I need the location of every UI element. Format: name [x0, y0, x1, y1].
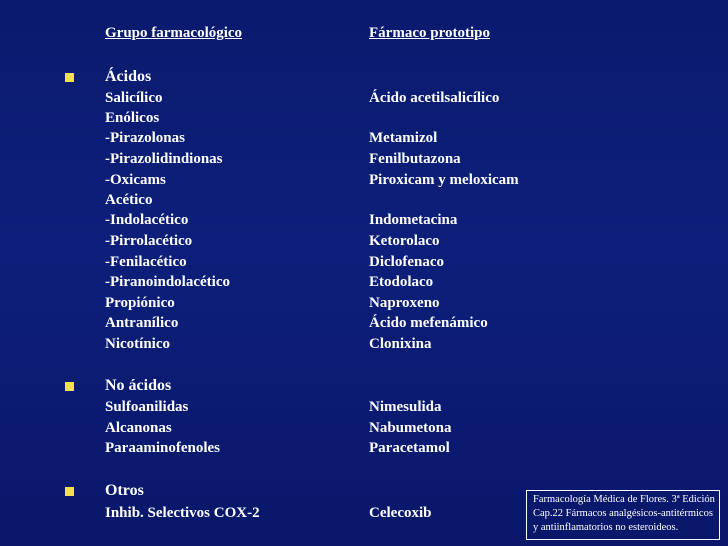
group-cell: Propiónico [105, 295, 175, 311]
drug-cell: Piroxicam y meloxicam [369, 172, 519, 188]
header-group: Grupo farmacológico [105, 25, 243, 41]
group-cell: Inhib. Selectivos COX-2 [105, 505, 260, 521]
bullet-icon [65, 73, 74, 82]
group-cell: -Piranoindolacético [105, 274, 230, 290]
group-cell: Antranílico [105, 315, 179, 331]
citation-line-3: y antiinflamatorios no esteroideos. [533, 522, 679, 533]
drug-cell: Celecoxib [369, 505, 432, 521]
table-row [0, 313, 728, 333]
table-row [0, 231, 728, 251]
drug-cell: Indometacina [369, 212, 458, 228]
drug-cell: Ácido mefenámico [369, 315, 488, 331]
group-cell: -Pirazolidindionas [105, 151, 223, 167]
table-row [0, 293, 728, 313]
bullet-icon [65, 382, 74, 391]
group-cell: Enólicos [105, 110, 160, 126]
section-title: No ácidos [105, 377, 172, 394]
drug-cell: Nabumetona [369, 420, 452, 436]
table-row [0, 397, 728, 417]
table-row [0, 438, 728, 458]
table-row [0, 149, 728, 169]
table-row [0, 190, 728, 210]
drug-cell: Ácido acetilsalicílico [369, 90, 500, 106]
citation-line-2: Cap.22 Fármacos analgésicos-antitérmicos [533, 508, 713, 519]
table-row [0, 252, 728, 272]
group-cell: -Oxicams [105, 172, 166, 188]
header-row [0, 23, 728, 43]
citation-line-1: Farmacología Médica de Flores. 3ª Edición [533, 494, 715, 505]
group-cell: Sulfoanilidas [105, 399, 189, 415]
group-cell: Alcanonas [105, 420, 172, 436]
section-title: Ácidos [105, 68, 152, 85]
section-acidos [0, 67, 728, 87]
section-title: Otros [105, 482, 144, 499]
group-cell: Acético [105, 192, 153, 208]
drug-cell: Nimesulida [369, 399, 442, 415]
drug-cell: Naproxeno [369, 295, 440, 311]
drug-cell: Metamizol [369, 130, 438, 146]
drug-cell: Paracetamol [369, 440, 450, 456]
table-row [0, 128, 728, 148]
table-row [0, 108, 728, 128]
group-cell: -Pirrolacético [105, 233, 193, 249]
table-row [0, 272, 728, 292]
source-citation-box [526, 490, 720, 540]
drug-cell: Diclofenaco [369, 254, 444, 270]
table-row [0, 418, 728, 438]
group-cell: Paraaminofenoles [105, 440, 220, 456]
section-no-acidos [0, 376, 728, 396]
group-cell: -Fenilacético [105, 254, 187, 270]
group-cell: -Indolacético [105, 212, 189, 228]
group-cell: Salicílico [105, 90, 163, 106]
drug-cell: Clonixina [369, 336, 432, 352]
drug-cell: Fenilbutazona [369, 151, 461, 167]
header-drug: Fármaco prototipo [369, 25, 490, 41]
drug-cell: Etodolaco [369, 274, 434, 290]
drug-cell: Ketorolaco [369, 233, 440, 249]
bullet-icon [65, 487, 74, 496]
table-row [0, 88, 728, 108]
table-row [0, 210, 728, 230]
group-cell: Nicotínico [105, 336, 170, 352]
table-row [0, 170, 728, 190]
group-cell: -Pirazolonas [105, 130, 185, 146]
table-row [0, 334, 728, 354]
